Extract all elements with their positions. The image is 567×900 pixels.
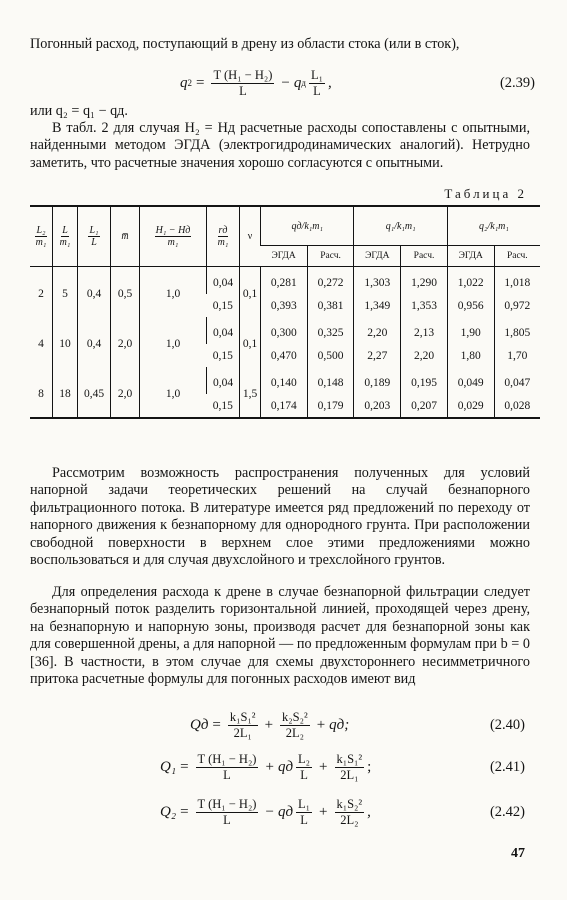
cell: 1,70	[494, 344, 540, 367]
paragraph-table-reference: В табл. 2 для случая H₂ = Hд расчетные расходы сопоставлены с опытными, найденными методом ЭГДА (электрогидродинамических аналогий). Нетрудно заметить, что расчетные значения хорошо согласуются с опытными.	[30, 120, 530, 171]
cell: 0,272	[307, 267, 354, 295]
cell: 0,207	[401, 394, 448, 418]
col-L1-L: $\frac{\text{L₁}}{L}$	[78, 206, 111, 267]
eq240-f1-num: k₁S₁²	[229, 710, 256, 724]
subhead-calc: Расч.	[401, 246, 448, 267]
cell: 0,381	[307, 294, 354, 317]
cell: 1,805	[494, 317, 540, 344]
cell: 0,470	[261, 344, 308, 367]
cell: 0,04	[207, 367, 240, 394]
cell: 1,5	[240, 367, 261, 418]
eq240-f2-den: 2L₂	[285, 726, 304, 740]
cell: 0,029	[447, 394, 494, 418]
cell: 2,13	[401, 317, 448, 344]
cell: 2,20	[401, 344, 448, 367]
cell: 0,4	[78, 317, 111, 367]
intro-paragraph: Погонный расход, поступающий в дрену из области стока (или в сток),	[30, 36, 460, 52]
cell: 1,0	[140, 267, 207, 318]
cell: 1,90	[447, 317, 494, 344]
subhead-egda: ЭГДА	[447, 246, 494, 267]
cell: 0,04	[207, 317, 240, 344]
cell: 0,1	[240, 267, 261, 318]
or-line: или q₂ = q₁ − qд.	[30, 103, 128, 119]
cell: 1,290	[401, 267, 448, 295]
eq239-den1: L	[239, 84, 247, 98]
subhead-egda: ЭГДА	[354, 246, 401, 267]
eq240-f1-den: 2L₁	[233, 726, 252, 740]
col-L2-m1: $\frac{\text{L₂}}{\text{m₁}}$	[30, 206, 53, 267]
eq242-f3-num: k₁S₂²	[336, 797, 363, 811]
col-L-m1: $\frac{L}{\text{m₁}}$	[53, 206, 78, 267]
cell: 2,0	[111, 367, 140, 418]
table-row	[30, 367, 540, 394]
cell: 0,04	[207, 267, 240, 295]
cell: 1,018	[494, 267, 540, 295]
cell: 2,27	[354, 344, 401, 367]
cell: 2	[38, 288, 44, 300]
cell: 0,1	[240, 317, 261, 367]
cell: 0,148	[307, 367, 354, 394]
eq241-number: (2.41)	[489, 758, 525, 775]
col-nu: ν	[240, 206, 261, 267]
eq242-f3-den: 2L₂	[340, 813, 359, 827]
table-row	[30, 267, 540, 295]
eq242-number: (2.42)	[489, 803, 525, 820]
cell: 0,300	[261, 317, 308, 344]
eq242-lhs: Q₂	[160, 803, 177, 820]
cell: 1,353	[401, 294, 448, 317]
cell: 1,303	[354, 267, 401, 295]
eq241-tail: ;	[367, 758, 372, 775]
eq239-lhs-sub: 2	[187, 78, 192, 88]
cell: 0,195	[401, 367, 448, 394]
cell: 1,0	[140, 367, 207, 418]
subhead-calc: Расч.	[494, 246, 540, 267]
paragraph-unconfined-flow: Рассмотрим возможность распространения полученных для условий напорной задачи теоретических решений на случай безнапорного фильтрационного потока. В литературе имеется ряд предложений по переходу от напорного движения к безнапорному для однородного грунта. При расположении свободной поверхности в верхнем слое этими предложениями можно воспользоваться и для случая двухслойного и трехслойного грунтов.	[30, 465, 530, 569]
eq242-f2-den: L	[300, 813, 308, 827]
cell: 0,179	[307, 394, 354, 418]
cell: 1,0	[140, 317, 207, 367]
table-caption: Таблица 2	[444, 186, 527, 201]
cell: 0,956	[447, 294, 494, 317]
cell: 18	[53, 367, 78, 418]
cell: 1,022	[447, 267, 494, 295]
eq240-tail: qд;	[329, 716, 350, 733]
cell: 1,80	[447, 344, 494, 367]
eq241-f3-den: 2L₁	[340, 768, 359, 782]
cell: 0,15	[212, 399, 233, 412]
data-table	[30, 205, 540, 419]
eq242-f2-num: L₁	[298, 797, 311, 811]
eq241-f3-num: k₁S₁²	[336, 752, 363, 766]
eq239-fraction-1	[211, 68, 274, 98]
cell: 0,140	[261, 367, 308, 394]
eq242-f1-num: T (H₁ − H₂)	[197, 797, 257, 811]
subhead-egda: ЭГДА	[261, 246, 308, 267]
cell: 0,45	[78, 367, 111, 418]
eq240-f2-num: k₂S₂²	[282, 710, 308, 724]
paragraph-discharge-method: Для определения расхода к дрене в случае безнапорной фильтрации следует безнапорный поток разделить горизонтальной линией, проходящей через дрену, на безнапорную и напорную зоны, производя расчет для безнапорной зоны как для совершенной дрены, а для напорной — по предложенным формулам при b = 0 [36]. В частности, в этом случае для схемы двухстороннего несимметричного притока расчетные формулы для погонных расходов имеют вид	[30, 584, 530, 688]
eq240-number: (2.40)	[489, 716, 525, 733]
cell: 0,047	[494, 367, 540, 394]
cell: 2,20	[354, 317, 401, 344]
eq242-f1-den: L	[223, 813, 231, 827]
col-m-bar: m̅	[111, 206, 140, 267]
cell: 0,203	[354, 394, 401, 418]
cell: 0,5	[111, 267, 140, 318]
cell: 0,049	[447, 367, 494, 394]
cell: 0,393	[261, 294, 308, 317]
cell: 8	[38, 388, 44, 400]
page-number: 47	[511, 846, 525, 861]
group-q2: q₂/k₁m₁	[447, 206, 540, 246]
eq241-lhs: Q₁	[160, 758, 177, 775]
cell: 0,15	[212, 299, 233, 312]
cell: 10	[53, 317, 78, 367]
eq241-f2-num: L₂	[298, 752, 311, 766]
group-q1: q₁/k₁m₁	[354, 206, 447, 246]
cell: 0,4	[78, 267, 111, 318]
col-H1-Hd: H₁ − Hд m₁	[140, 206, 207, 267]
eq239-lhs: q	[180, 74, 188, 91]
equation-2-41: Q₁ = $\frac{\text{T (H₁ − H₂)}}{L}$ + qд $\frac{\text{L₂}}{L}$ + $\frac{\text{k₁S₁²}}{\text{2L₁}}$ ; (2.41)	[160, 752, 525, 782]
cell: 0,281	[261, 267, 308, 295]
eq241-q: qд	[277, 758, 294, 775]
eq241-f1-den: L	[223, 768, 231, 782]
cell: 0,15	[212, 349, 233, 362]
eq239-fraction-2	[309, 68, 325, 98]
eq239-num1: T (H₁ − H₂)	[213, 68, 273, 82]
eq239-num2: L₁	[310, 68, 323, 82]
cell: 2,0	[111, 317, 140, 367]
eq239-number: (2.39)	[499, 74, 535, 91]
cell: 0,972	[494, 294, 540, 317]
eq239-q-sub: д	[301, 78, 306, 88]
cell: 0,325	[307, 317, 354, 344]
equation-2-42: Q₂ = $\frac{\text{T (H₁ − H₂)}}{L}$ − qд $\frac{\text{L₁}}{L}$ + $\frac{\text{k₁S₂²}}{\text{2L₂}}$ , (2.42)	[160, 797, 525, 827]
eq242-tail: ,	[367, 803, 371, 820]
eq240-lhs: Qд	[190, 716, 209, 733]
cell: 5	[53, 267, 78, 318]
cell: 0,500	[307, 344, 354, 367]
eq241-f1-num: T (H₁ − H₂)	[197, 752, 257, 766]
eq239-den2: L	[313, 84, 321, 98]
col-rd-m1: rд m₁	[207, 206, 240, 267]
subhead-calc: Расч.	[307, 246, 354, 267]
cell: 0,028	[494, 394, 540, 418]
eq239-q: q	[293, 74, 302, 91]
eq241-f2-den: L	[300, 768, 308, 782]
group-qd: qд/k₁m₁	[261, 206, 354, 246]
equation-2-40: Qд = $\frac{\text{k₁S₁²}}{\text{2L₁}}$ + $\frac{\text{k₂S₂²}}{\text{2L₂}}$ + qд; (2.40)	[190, 710, 525, 740]
cell: 0,189	[354, 367, 401, 394]
equation-2-39: q 2 = $\frac{\text{T (H₁ − H₂)}}{L}$ − q д $\frac{\text{L₁}}{L}$ , (2.39)	[180, 68, 535, 98]
cell: 1,349	[354, 294, 401, 317]
cell: 0,174	[261, 394, 308, 418]
table-row	[30, 317, 540, 344]
eq242-q: qд	[277, 803, 294, 820]
cell: 4	[38, 338, 44, 350]
